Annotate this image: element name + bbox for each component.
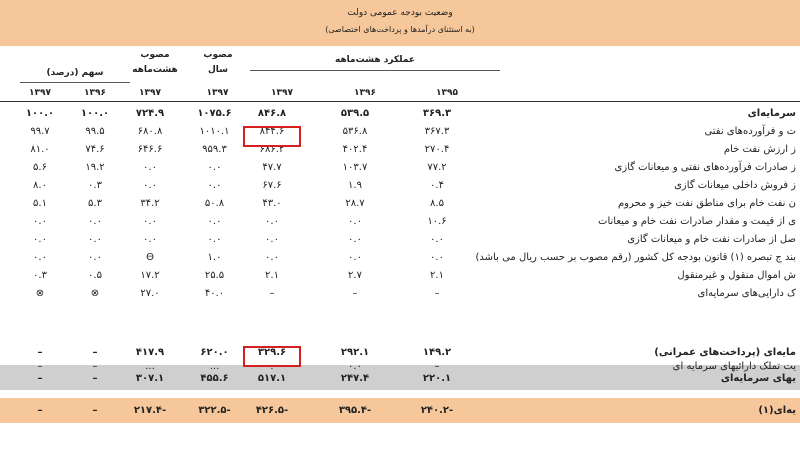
row-label: ت و فرآورده‌های نفتی — [704, 126, 796, 137]
cell-c96: ۲.۷ — [348, 270, 362, 281]
cell-a8: ۱۷.۲ — [140, 270, 160, 281]
cell-a8: ۰.۰ — [143, 162, 157, 173]
col-actual-1395: ۱۳۹۵ — [436, 88, 458, 98]
row-label: ز ارزش نفت خام — [723, 144, 796, 155]
cell-c97: – — [269, 288, 275, 299]
cell-s97: ۰.۰ — [33, 252, 47, 263]
row-label: بند ج تبصره (۱) قانون بودجه کل کشور (رقم مصوب بر حسب ریال می باشد) — [475, 252, 796, 263]
cell-a8: ۰.۰ — [143, 216, 157, 227]
table-header-band — [0, 0, 800, 46]
cell-s96: ۰.۵ — [88, 270, 102, 281]
cell-a8: ۶۴۶.۶ — [137, 144, 163, 155]
cell-c97: ۰.۰ — [265, 216, 279, 227]
cell-s97: – — [37, 347, 43, 358]
approved-year-header: مصوب سال — [203, 50, 233, 75]
cell-a8: ۴۱۷.۹ — [135, 347, 165, 358]
cell-c97: ۴۷.۷ — [262, 162, 282, 173]
cell-a8: ۶۸۰.۸ — [137, 126, 163, 137]
row-label: یه‌ای(۱) — [758, 405, 796, 416]
cell-a8: -۲۱۷.۴ — [133, 405, 167, 416]
col-share-1396: ۱۳۹۶ — [84, 88, 106, 98]
cell-s97: ۱۰۰.۰ — [25, 108, 55, 119]
cell-s96: – — [92, 347, 98, 358]
cell-s96: ۰.۰ — [88, 252, 102, 263]
cell-s96: ۱۹.۲ — [85, 162, 105, 173]
cell-c95: – — [434, 288, 440, 299]
row-label: یت تملک دارائیهای سرمایه ای — [672, 361, 796, 372]
cell-s96: ⊗ — [90, 288, 100, 299]
cell-s97: ۸.۰ — [33, 180, 47, 191]
row-label: ک دارایی‌های سرمایه‌ای — [697, 288, 796, 299]
cell-c95: ۱۴۹.۲ — [422, 347, 452, 358]
cell-c96: ۰.۰ — [348, 252, 362, 263]
row-label: ز فروش داخلی میعانات گازی — [674, 180, 796, 191]
cell-ay: ... — [209, 361, 220, 372]
cell-ay: ۰.۰ — [207, 162, 222, 173]
cell-c97: ۰.۰ — [265, 234, 279, 245]
row-label: مایه‌ای (پرداخت‌های عمرانی) — [654, 347, 796, 358]
cell-c97: ۶۸۶.۲ — [259, 144, 285, 155]
cell-c96: ۲۸.۷ — [345, 198, 365, 209]
cell-c95: -۲۴۰.۲ — [420, 405, 454, 416]
cell-a8: Θ — [146, 252, 154, 263]
col-actual-1397: ۱۳۹۷ — [271, 88, 293, 98]
row-label: صل از صادرات نفت خام و میعانات گازی — [627, 234, 796, 245]
cell-c96: – — [352, 288, 358, 299]
cell-a8: ۷۲۴.۹ — [135, 108, 165, 119]
cell-c95: ۰.۰ — [430, 252, 444, 263]
cell-c97: ۰.۰ — [265, 361, 279, 372]
col-share-1397: ۱۳۹۷ — [29, 88, 51, 98]
cell-ay: ۲۵.۵ — [204, 270, 225, 281]
cell-a8: ۰.۰ — [143, 180, 157, 191]
cell-ay: ۴۰.۰ — [204, 288, 225, 299]
cell-c97: ۵۱۷.۱ — [257, 373, 287, 384]
cell-a8: ... — [145, 361, 155, 372]
cell-a8: ۲۷.۰ — [140, 288, 160, 299]
highlight-box-oil-revenue — [243, 126, 301, 147]
cell-c96: -۳۹۵.۴ — [338, 405, 372, 416]
cell-ay: ۰.۰ — [207, 180, 222, 191]
row-label: ی از قیمت و مقدار صادرات نفت خام و میعانات — [598, 216, 796, 227]
cell-c95: ۲۲۰.۱ — [422, 373, 452, 384]
cell-ay: ۹۵۹.۳ — [202, 144, 227, 155]
cell-c97: ۶۷.۶ — [262, 180, 282, 191]
cell-s96: – — [92, 361, 98, 372]
cell-s97: ۰.۳ — [33, 270, 47, 281]
cell-c97: ۸۴۶.۸ — [257, 108, 287, 119]
table-title: وضعیت بودجه عمومی دولت — [347, 8, 453, 18]
cell-ay: ۵۰.۸ — [204, 198, 225, 209]
actual-group-underline — [250, 70, 500, 71]
row-label: ن نفت خام برای مناطق نفت خیز و محروم — [617, 198, 796, 209]
cell-c97: ۴۳.۰ — [262, 198, 282, 209]
cell-c97: ۳۲۹.۶ — [257, 347, 287, 358]
row-label: سرمایه‌ای — [747, 108, 796, 119]
col-approved-8m-year: ۱۳۹۷ — [139, 88, 161, 98]
approved-8m-header: مصوب هشت‌ماهه — [132, 50, 178, 75]
cell-c96: ۵۳۶.۸ — [342, 126, 368, 137]
header-divider — [0, 101, 800, 102]
cell-c96: ۲۹۲.۱ — [340, 347, 370, 358]
cell-ay: -۳۲۲.۵ — [198, 405, 231, 416]
cell-s97: – — [37, 405, 43, 416]
cell-c95: ۷۷.۲ — [427, 162, 447, 173]
cell-a8: ۳۴.۲ — [140, 198, 160, 209]
cell-c95: ۲.۱ — [430, 270, 444, 281]
table-subtitle: (به استثنای درآمدها و پرداخت‌های اختصاصی) — [325, 25, 475, 34]
cell-c95: ۱۰.۶ — [427, 216, 447, 227]
cell-c96: ۰.۰ — [348, 216, 362, 227]
cell-ay: ۰.۰ — [207, 216, 222, 227]
cell-c95: ۳۶۷.۳ — [424, 126, 450, 137]
cell-c95: ۲۷۰.۴ — [424, 144, 450, 155]
cell-c95: ۰.۴ — [430, 180, 444, 191]
share-group-header: سهم (درصد) — [46, 68, 104, 78]
cell-s96: ۷۴.۶ — [85, 144, 105, 155]
cell-s97: ۸۱.۰ — [30, 144, 50, 155]
actual-8m-header: عملکرد هشت‌ماهه — [334, 55, 415, 65]
cell-s97: ۰.۰ — [33, 216, 47, 227]
cell-s96: ۱۰۰.۰ — [80, 108, 110, 119]
cell-c96: ۲۴۷.۴ — [340, 373, 370, 384]
cell-c96: ۵۳۹.۵ — [340, 108, 370, 119]
cell-s96: ۵.۳ — [88, 198, 102, 209]
cell-s96: ۰.۳ — [88, 180, 102, 191]
cell-ay: ۱۰۱۰.۱ — [199, 126, 230, 137]
cell-c96: ۱.۹ — [348, 180, 362, 191]
cell-c96: ۰.۰ — [348, 361, 362, 372]
cell-s97: ۵.۶ — [33, 162, 47, 173]
cell-s97: ⊗ — [35, 288, 45, 299]
cell-ay: ۱.۰ — [207, 252, 222, 263]
cell-s97: – — [37, 361, 43, 372]
cell-c95: ۰.۰ — [430, 234, 444, 245]
share-group-underline — [20, 82, 130, 83]
col-approved-year-year: ۱۳۹۷ — [206, 88, 229, 98]
cell-a8: ۳۰۷.۱ — [135, 373, 165, 384]
cell-s96: – — [92, 405, 98, 416]
cell-s96: – — [92, 373, 98, 384]
col-actual-1396: ۱۳۹۶ — [354, 88, 376, 98]
cell-c96: ۱۰۳.۷ — [342, 162, 368, 173]
highlight-box-capital-payments — [243, 346, 301, 367]
cell-c97: ۰.۰ — [265, 252, 279, 263]
cell-c95: ۳۶۹.۳ — [422, 108, 452, 119]
cell-a8: ۰.۰ — [143, 234, 157, 245]
cell-c96: ۰.۰ — [348, 234, 362, 245]
cell-ay: ۱۰۷۵.۶ — [197, 108, 232, 119]
row-label: ز صادرات فرآورده‌های نفتی و میعانات گازی — [614, 162, 796, 173]
cell-ay: ۴۵۵.۶ — [200, 373, 229, 384]
cell-s97: ۹۹.۷ — [30, 126, 50, 137]
row-label: یهای سرمایه‌ای — [720, 373, 796, 384]
cell-c95: – — [434, 361, 440, 372]
row-label: ش اموال منقول و غیرمنقول — [677, 270, 796, 281]
cell-c95: ۸.۵ — [430, 198, 444, 209]
cell-s96: ۰.۰ — [88, 234, 102, 245]
cell-ay: ۰.۰ — [207, 234, 222, 245]
cell-s96: ۹۹.۵ — [85, 126, 105, 137]
cell-s97: ۵.۱ — [33, 198, 47, 209]
cell-c97: -۴۲۶.۵ — [255, 405, 289, 416]
cell-c97: ۲.۱ — [265, 270, 279, 281]
cell-c96: ۴۰۲.۴ — [342, 144, 368, 155]
cell-s96: ۰.۰ — [88, 216, 102, 227]
cell-c97: ۸۴۴.۶ — [259, 126, 285, 137]
cell-s97: – — [37, 373, 43, 384]
cell-s97: ۰.۰ — [33, 234, 47, 245]
cell-ay: ۶۲۰.۰ — [200, 347, 229, 358]
